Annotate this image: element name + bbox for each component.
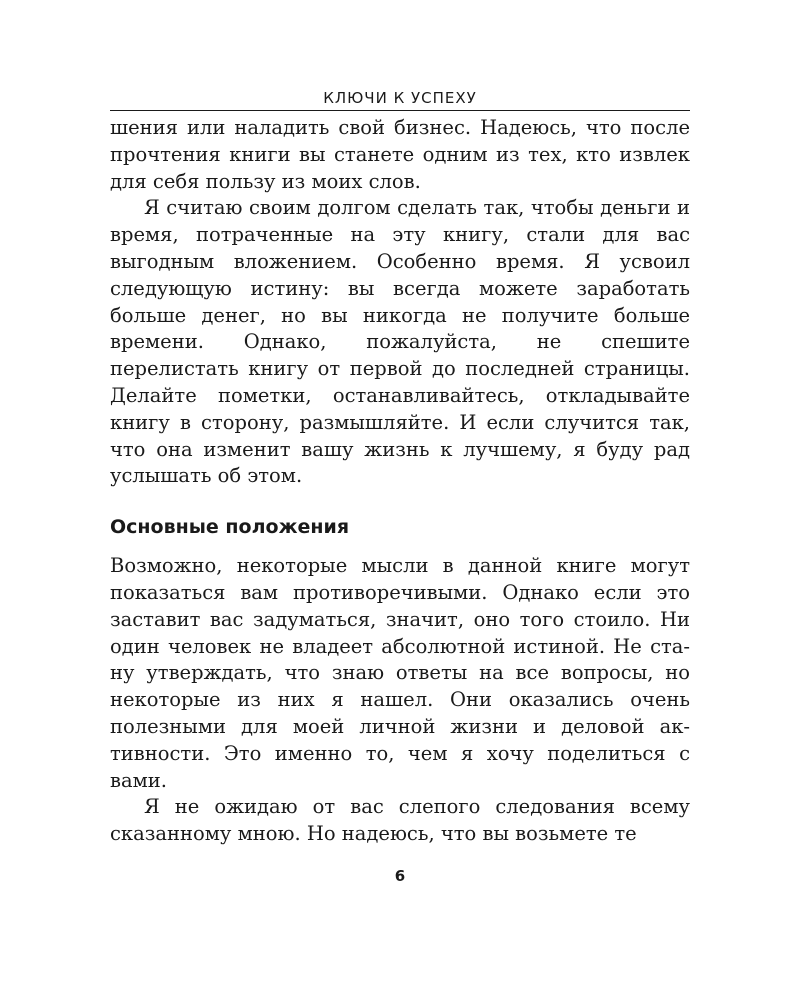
page-number: 6: [394, 867, 406, 885]
paragraph: Я не ожидаю от вас слепого следования всему сказанному мною. Но надеюсь, что вы возьмете те: [110, 795, 690, 846]
running-head: КЛЮЧИ К УСПЕХУ: [323, 89, 477, 107]
paragraph: шения или наладить свой бизнес. Надеюсь, что после прочтения книги вы станете одним из тех, кто извлек для себя пользу из моих слов.: [110, 116, 690, 193]
book-page: [110, 88, 690, 848]
body-text: [110, 115, 690, 848]
paragraph: Возможно, некоторые мысли в данной книге могут показаться вам противоречивыми. Однако если это заставит вас задуматься, значит, оно того стоило. Ни один человек не владеет абсолютной истиной. Не стану утверждать, что знаю ответы на все вопросы, но некоторые из них я нашел. Они оказались очень полезными для моей личной жизни и деловой активности. Это именно то, чем я хочу поделиться с вами.: [110, 554, 690, 792]
paragraph: Я считаю своим долгом сделать так, чтобы деньги и время, потраченные на эту книгу, стали для вас выгодным вложением. Особенно время. Я усвоил следующую истину: вы всегда можете заработать больше денег, но вы никогда не получите больше времени. Однако, пожалуйста, не спешите перелистать книгу от первой до последней страницы. Делайте пометки, останавливайтесь, откладывайте книгу в сторону, размышляйте. И если случится так, что она изменит вашу жизнь к лучшему, я буду рад услышать об этом.: [110, 196, 690, 488]
header-rule: [110, 110, 690, 111]
section-heading: Основные положения: [110, 516, 350, 539]
